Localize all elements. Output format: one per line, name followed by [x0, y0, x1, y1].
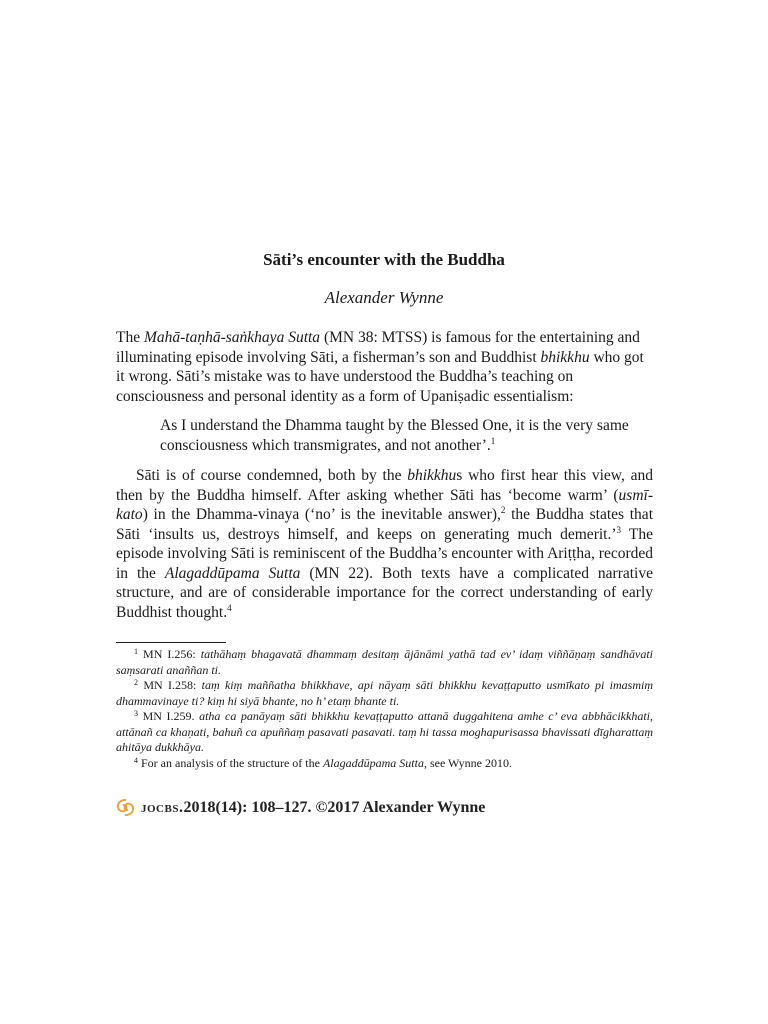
journal-name: jocbs.	[141, 798, 184, 816]
sutta-title: Alagaddūpama Sutta	[164, 564, 301, 582]
article-author: Alexander Wynne	[324, 288, 444, 307]
journal-citation	[116, 798, 676, 817]
footnote-number: 4	[134, 755, 138, 765]
text-run: Sāti is of course condemned, both by the	[136, 467, 408, 484]
footnote-number: 1	[134, 647, 138, 656]
text-run: The	[116, 329, 144, 346]
footnote-3	[116, 709, 653, 756]
text-run: (MN 38: MTSS) is famous for the entertaining and illuminating episode involving Sāti, a fisherman’s son and Buddhist	[116, 329, 640, 366]
footnotes	[116, 647, 653, 771]
logo-swirl-icon	[116, 798, 135, 817]
jocbs-logo-icon	[116, 798, 135, 817]
footnote-text: For an analysis of the structure of the	[141, 755, 323, 770]
text-run: the Buddha states that Sāti ‘insults us, destroys himself, and keeps on generating much demerit.’	[116, 506, 653, 543]
footnote-2	[116, 678, 653, 709]
footnote-divider	[116, 642, 226, 643]
text-run: ) in the Dhamma-vinaya (‘no’ is the inevitable answer),	[142, 506, 501, 523]
footnote-4	[116, 756, 653, 772]
text-run: The episode involving Sāti is reminiscent of the Buddha’s encounter with Ariṭṭha, recorded in the	[116, 525, 653, 582]
text-run: (MN 22). Both texts have a complicated narrative structure, and are of considerable importance for the correct understanding of early Buddhist thought.	[116, 564, 653, 621]
text-run: s who first hear this view, and then by the Buddha himself. After asking whether Sāti has ‘become warm’ (	[116, 467, 653, 504]
article-title: Sāti’s encounter with the Buddha	[263, 250, 505, 269]
footnote-source: MN I.256:	[143, 647, 201, 661]
footnote-sutta-title: Alagaddūpama Sutta	[322, 755, 424, 770]
footnote-ref-3[interactable]: 3	[616, 524, 622, 535]
quote-text: As I understand the Dhamma taught by the Blessed One, it is the very same consciousness which transmigrates, and not another’.	[160, 417, 629, 454]
citation-details: 2018(14): 108–127. ©2017 Alexander Wynne	[183, 798, 486, 816]
footnote-1	[116, 647, 653, 678]
footnote-ref-4[interactable]: 4	[227, 602, 232, 613]
footnote-pali: taṃ kiṃ maññatha bhikkhave, api nāyaṃ sāti bhikkhu kevaṭṭaputto usmīkato pi imasmiṃ dhammavinaye ti? kiṃ hi siyā bhante, no h’ etaṃ bhante ti.	[116, 678, 654, 708]
paragraph-discussion	[116, 466, 653, 622]
text-run: who got it wrong. Sāti’s mistake was to have understood the Buddha’s teaching on consciousness and personal identity as a form of Upaniṣadic essentialism:	[116, 348, 644, 405]
term-bhikkhu: bhikkhu	[540, 348, 590, 366]
footnote-source: MN I.258:	[143, 678, 202, 692]
footnote-source: MN I.259.	[142, 709, 200, 723]
term-bhikkhu: bhikkhu	[407, 467, 457, 484]
footnote-pali: tathāhaṃ bhagavatā dhammaṃ desitaṃ ājānāmi yathā tad ev’ idaṃ viññāṇaṃ sandhāvati saṃsarati anaññan ti.	[116, 647, 654, 677]
footnote-ref-1[interactable]: 1	[490, 435, 496, 446]
footnote-pali: atha ca panāyaṃ sāti bhikkhu kevaṭṭaputto attanā duggahitena amhe c’ eva abbhācikkhati, attānañ ca khaṇati, bahuñ ca apuññaṃ pasavati pasavati. taṃ hi tassa moghapurisassa bhavissati dīgharattaṃ ahitāya dukkhāya.	[116, 709, 653, 754]
footnote-text: , see Wynne 2010.	[423, 755, 512, 770]
block-quote	[160, 416, 640, 455]
footnote-number: 2	[134, 678, 138, 687]
term-usmi-kato: usmī-kato	[116, 486, 653, 523]
sutta-title: Mahā-taṇhā-saṅkhaya Sutta	[143, 329, 321, 346]
footnote-ref-2[interactable]: 2	[500, 505, 506, 515]
paragraph-intro	[116, 328, 653, 406]
footnote-number: 3	[134, 709, 138, 718]
